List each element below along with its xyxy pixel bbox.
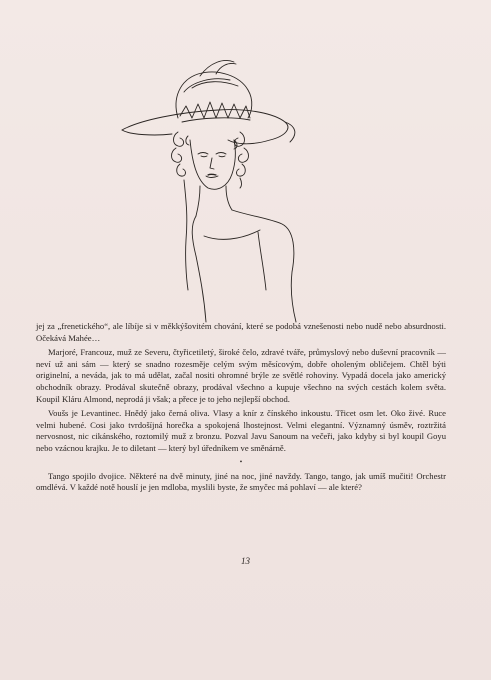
woman-in-hat-line-drawing-icon: [100, 40, 320, 325]
paragraph-2: Marjoré, Francouz, muž ze Severu, čtyřicetiletý, široké čelo, zdravé tváře, průmyslový nebo duševní pracovník — neví už ani sám — který se snadno rozesměje celým svým měsícovým, dobře oholeným obličejem. Chtěl býti originelní, a neváda, jak to má udělat, začal nositi ohromné brýle ze světlé rohoviny. Vypadá docela jako americký obchodník obrazy. Prodával skutečně obrazy, prodával všechno a kupuje všechno na svých cestách kolem světa. Koupil Kláru Almond, neprodá ji však; a přece je to jeho nejlepší obchod.: [36, 347, 446, 404]
paragraph-3: Voušs je Levantinec. Hnědý jako černá oliva. Vlasy a knír z čínského inkoustu. Třicet osm let. Oko živé. Ruce velmi hubené. Cosi jako tvrdošíjná horečka a spokojená lhostejnost. Velmi elegantní. Významný úsměv, roztržitá nervosnost, nic cikánského, roztomilý muž z bronzu. Pozval Javu Sanoum na večeři, jako kdyby si byl koupil Goyu nebo vzácnou krajku. Je to diletant — který byl úředníkem ve směnárně.: [36, 408, 446, 453]
paragraph-1: jej za „frenetického“, ale líbíje si v měkkýšovitém chování, které se podobá vznešenosti nebo nudě nebo absurdnosti. Očekává Mahée…: [36, 321, 446, 343]
section-separator: •: [239, 457, 243, 466]
paragraph-4: Tango spojilo dvojice. Některé na dvě minuty, jiné na noc, jiné navždy. Tango, tango, jak umíš mučiti! Orchestr omdlévá. V každé notě houslí je jen mdloba, myslili byste, že smyčec má pohlaví — ale které?: [36, 470, 446, 493]
page-number: 13: [241, 556, 250, 566]
body-text: [36, 321, 446, 497]
